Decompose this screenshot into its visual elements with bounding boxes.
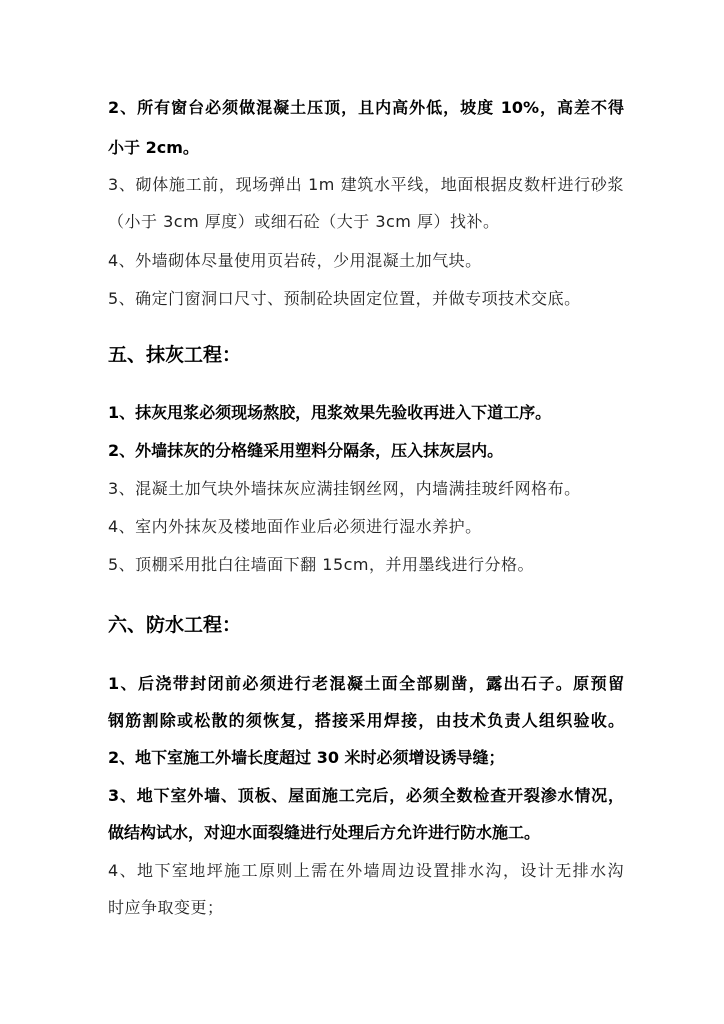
- paragraph-line: 小于 2cm。: [108, 138, 199, 157]
- paragraph-line: （小于 3cm 厚度）或细石砼（大于 3cm 厚）找补。: [108, 212, 500, 231]
- paragraph-line: 5、确定门窗洞口尺寸、预制砼块固定位置，并做专项技术交底。: [108, 289, 581, 308]
- paragraph-line: 做结构试水，对迎水面裂缝进行处理后方允许进行防水施工。: [108, 823, 541, 842]
- paragraph-line: 4、外墙砌体尽量使用页岩砖，少用混凝土加气块。: [108, 251, 482, 270]
- paragraph-line: 钢筋割除或松散的须恢复，搭接采用焊接，由技术负责人组织验收。: [108, 711, 624, 730]
- section-heading-waterproofing: 六、防水工程：: [108, 614, 242, 636]
- paragraph-line: 4、地下室地坪施工原则上需在外墙周边设置排水沟，设计无排水沟: [108, 861, 624, 880]
- paragraph-line: 2、地下室施工外墙长度超过 30 米时必须增设诱导缝；: [108, 748, 505, 767]
- paragraph-line: 3、地下室外墙、顶板、屋面施工完后，必须全数检查开裂渗水情况，: [108, 786, 624, 805]
- paragraph-line: 5、顶棚采用批白往墙面下翻 15cm，并用墨线进行分格。: [108, 555, 535, 574]
- paragraph-line: 时应争取变更；: [108, 898, 224, 917]
- paragraph-line: 1、抹灰甩浆必须现场熬胶，甩浆效果先验收再进入下道工序。: [108, 403, 552, 422]
- paragraph-line: 1、后浇带封闭前必须进行老混凝土面全部剔凿，露出石子。原预留: [108, 674, 624, 693]
- paragraph-line: 4、室内外抹灰及楼地面作业后必须进行湿水养护。: [108, 517, 482, 536]
- paragraph-line: 2、外墙抹灰的分格缝采用塑料分隔条，压入抹灰层内。: [108, 441, 504, 460]
- paragraph-line: 3、砌体施工前，现场弹出 1m 建筑水平线，地面根据皮数杆进行砂浆: [108, 175, 624, 194]
- paragraph-line: 3、混凝土加气块外墙抹灰应满挂钢丝网，内墙满挂玻纤网格布。: [108, 479, 581, 498]
- paragraph-line: 2、所有窗台必须做混凝土压顶，且内高外低，坡度 10%，高差不得: [108, 98, 624, 117]
- section-heading-plastering: 五、抹灰工程：: [108, 344, 242, 366]
